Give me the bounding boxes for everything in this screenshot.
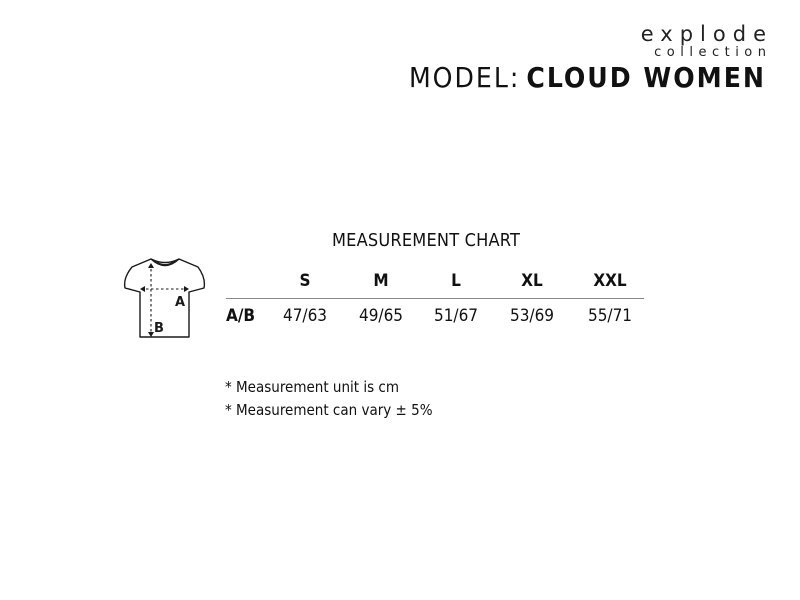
brand-subtitle: collection xyxy=(654,45,772,60)
measurement-value: 55/71 xyxy=(587,306,633,326)
model-name: CLOUD WOMEN xyxy=(526,61,766,94)
size-table xyxy=(226,268,644,329)
brand-name: explode xyxy=(640,22,773,46)
size-header: S xyxy=(299,271,311,291)
chart-title: MEASUREMENT CHART xyxy=(332,230,521,251)
measurement-row xyxy=(226,299,644,329)
size-header: M xyxy=(373,271,389,291)
label-b: B xyxy=(154,321,164,336)
tshirt-measurement-icon xyxy=(122,252,208,344)
model-heading xyxy=(409,60,766,96)
brand-logo xyxy=(640,22,773,60)
note-variance: * Measurement can vary ± 5% xyxy=(225,401,433,419)
footnotes xyxy=(225,376,433,422)
measurement-value: 47/63 xyxy=(282,306,328,326)
model-label: MODEL: xyxy=(408,61,521,94)
size-header: XXL xyxy=(593,271,627,291)
measurement-value: 51/67 xyxy=(433,306,479,326)
size-header: L xyxy=(451,271,461,291)
row-label: A/B xyxy=(226,306,256,326)
size-header-row xyxy=(226,268,644,299)
measurement-value: 53/69 xyxy=(509,306,555,326)
size-header: XL xyxy=(521,271,543,291)
label-a: A xyxy=(175,295,186,310)
note-unit: * Measurement unit is cm xyxy=(225,378,400,396)
measurement-value: 49/65 xyxy=(358,306,404,326)
